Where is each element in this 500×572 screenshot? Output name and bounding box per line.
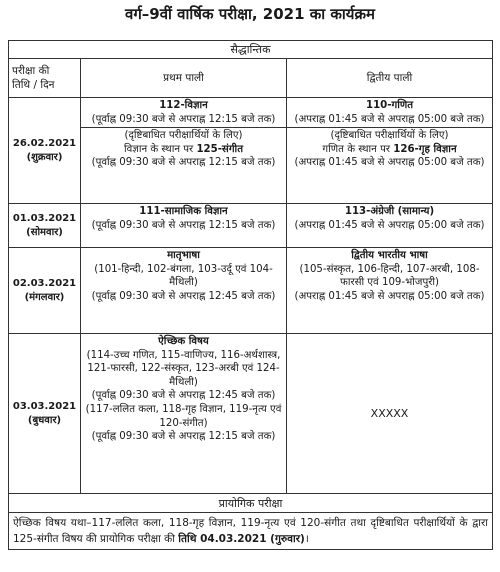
header-date-day bbox=[9, 59, 81, 98]
subject-name: मातृभाषा bbox=[167, 250, 200, 261]
subject-name: 113-अंग्रेजी (सामान्य) bbox=[344, 206, 435, 217]
no-exam-marker: XXXXX bbox=[370, 407, 409, 420]
alt-line: विज्ञान के स्थान पर bbox=[124, 143, 194, 155]
theory-section-label: सैद्धान्तिक bbox=[9, 41, 493, 59]
second-shift-cell bbox=[287, 204, 493, 248]
schedule-table bbox=[8, 40, 493, 550]
exam-time: (अपराह्न 01:45 बजे से अपराह्न 05:00 बजे तक) bbox=[294, 290, 485, 302]
practical-text bbox=[9, 513, 493, 550]
exam-day: (बुधवार) bbox=[27, 414, 62, 426]
exam-time: (पूर्वाह्न 09:30 बजे से अपराह्न 12:15 बजे तक) bbox=[91, 219, 276, 231]
first-shift-cell bbox=[81, 248, 287, 334]
subject-name: 112-विज्ञान bbox=[159, 100, 208, 111]
exam-time: (पूर्वाह्न 09:30 बजे से अपराह्न 12:15 बजे तक) bbox=[91, 113, 276, 125]
exam-date: 01.03.2021 bbox=[12, 212, 77, 224]
first-shift-cell bbox=[81, 334, 287, 494]
exam-date: 26.02.2021 bbox=[12, 137, 77, 149]
date-cell bbox=[9, 334, 81, 494]
date-cell bbox=[9, 204, 81, 248]
exam-time: (पूर्वाह्न 09:30 बजे से अपराह्न 12:45 बजे तक) bbox=[91, 290, 276, 302]
exam-time-2: (पूर्वाह्न 09:30 बजे से अपराह्न 12:15 बजे तक) bbox=[91, 431, 276, 443]
practical-body: ऐच्छिक विषय यथा–117-ललित कला, 118-गृह विज्ञान, 119-नृत्य एवं 120-संगीत तथा दृष्टिबाधित परीक्षार्थियों के द्वारा 125-संगीत विषय की प्रायोगिक परीक्षा की bbox=[13, 517, 489, 545]
exam-date: 02.03.2021 bbox=[12, 277, 77, 289]
exam-time: (पूर्वाह्न 09:30 बजे से अपराह्न 12:45 बजे तक) bbox=[91, 390, 276, 402]
subject-detail-2: (117-ललित कला, 118-गृह विज्ञान, 119-नृत्य एवं 120-संगीत) bbox=[85, 403, 282, 429]
alt-time: (पूर्वाह्न 09:30 बजे से अपराह्न 12:15 बजे तक) bbox=[91, 157, 276, 169]
subject-detail: (114-उच्च गणित, 115-वाणिज्य, 116-अर्थशास्त्र, 121-फारसी, 122-संस्कृत, 123-अरबी एवं 124-मैथिली) bbox=[86, 349, 281, 388]
header-second-shift: द्वितीय पाली bbox=[287, 59, 493, 98]
exam-time: (अपराह्न 01:45 बजे से अपराह्न 05:00 बजे तक) bbox=[294, 113, 485, 125]
second-shift-cell bbox=[287, 248, 493, 334]
practical-end: । bbox=[304, 533, 309, 545]
second-shift-cell bbox=[287, 334, 493, 494]
exam-time: (अपराह्न 01:45 बजे से अपराह्न 05:00 बजे तक) bbox=[294, 219, 485, 231]
first-shift-cell bbox=[81, 98, 287, 204]
date-cell bbox=[9, 248, 81, 334]
exam-date: 03.03.2021 bbox=[12, 400, 77, 412]
subject-name: 111-सामाजिक विज्ञान bbox=[139, 206, 228, 217]
subject-name: द्वितीय भारतीय भाषा bbox=[351, 250, 428, 261]
divider bbox=[81, 127, 286, 128]
exam-day: (मंगलवार) bbox=[24, 291, 65, 303]
table-row bbox=[9, 98, 493, 204]
alt-time: (अपराह्न 01:45 बजे से अपराह्न 05:00 बजे तक) bbox=[294, 157, 485, 169]
subject-detail: (105-संस्कृत, 106-हिन्दी, 107-अरबी, 108-फारसी एवं 109-भोजपुरी) bbox=[299, 263, 480, 289]
divider bbox=[287, 127, 492, 128]
subject-name: ऐच्छिक विषय bbox=[158, 336, 209, 347]
first-shift-cell bbox=[81, 204, 287, 248]
alt-subject: 125-संगीत bbox=[196, 143, 243, 155]
header-date-line1: परीक्षा की bbox=[12, 65, 50, 77]
page-title: वर्ग–9वीं वार्षिक परीक्षा, 2021 का कार्यक्रम bbox=[125, 5, 375, 23]
table-row bbox=[9, 204, 493, 248]
second-shift-cell bbox=[287, 98, 493, 204]
practical-date: तिथि 04.03.2021 (गुरुवार) bbox=[178, 533, 305, 545]
alt-note: (दृष्टिबाधित परीक्षार्थियों के लिए) bbox=[124, 130, 243, 142]
exam-day: (शुक्रवार) bbox=[26, 151, 63, 163]
table-row bbox=[9, 334, 493, 494]
alt-line: गणित के स्थान पर bbox=[322, 143, 391, 155]
header-first-shift: प्रथम पाली bbox=[81, 59, 287, 98]
alt-note: (दृष्टिबाधित परीक्षार्थियों के लिए) bbox=[330, 130, 449, 142]
practical-heading: प्रायोगिक परीक्षा bbox=[9, 494, 493, 513]
exam-day: (सोमवार) bbox=[26, 226, 63, 238]
alt-subject: 126-गृह विज्ञान bbox=[393, 143, 457, 155]
subject-name: 110-गणित bbox=[365, 100, 414, 111]
header-date-line2: तिथि / दिन bbox=[12, 79, 55, 91]
table-row bbox=[9, 248, 493, 334]
subject-detail: (101-हिन्दी, 102-बंगला, 103-उर्दू एवं 104-मैथिली) bbox=[94, 263, 273, 289]
date-cell bbox=[9, 98, 81, 204]
